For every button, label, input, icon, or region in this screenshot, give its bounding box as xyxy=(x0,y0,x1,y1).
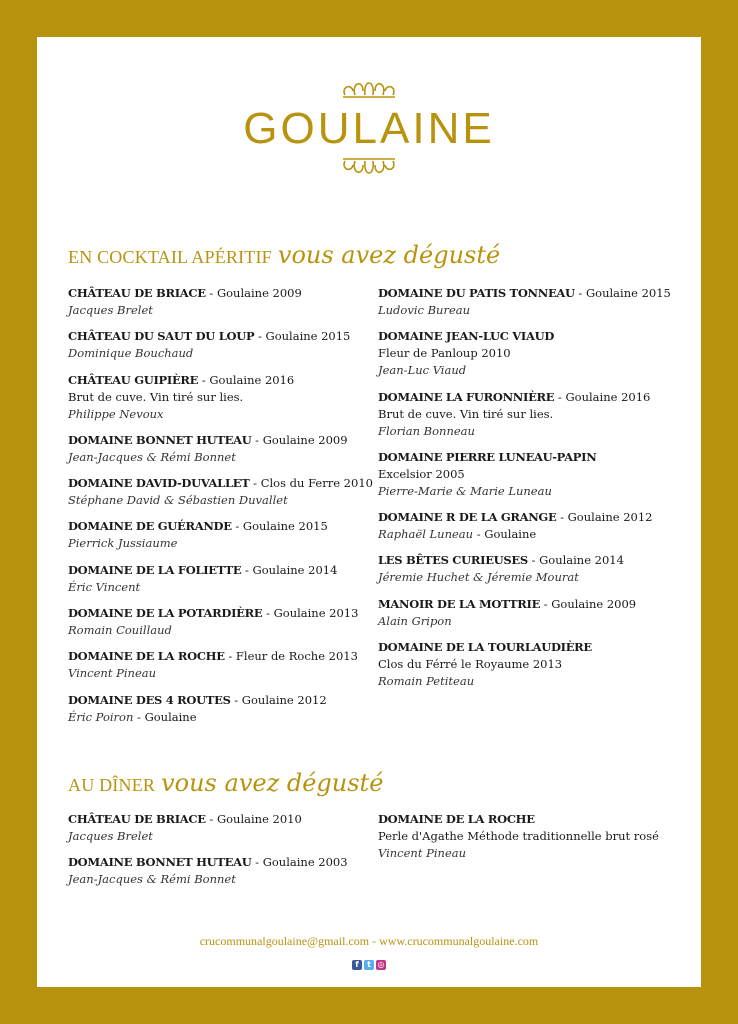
wine-note: Excelsior 2005 xyxy=(378,466,465,481)
wine-name: Goulaine 2013 xyxy=(273,606,359,621)
wine-name: Goulaine 2009 xyxy=(262,432,348,447)
wine-name: Goulaine 2010 xyxy=(216,812,302,826)
entry-person-line xyxy=(68,622,368,639)
separator: - xyxy=(224,649,236,664)
producer-name: DOMAINE DU PATIS TONNEAU xyxy=(378,286,575,300)
diner-right-column xyxy=(378,811,678,871)
separator: - xyxy=(230,692,242,707)
wine-entry xyxy=(68,562,368,596)
wine-entry xyxy=(68,475,373,509)
wine-entry xyxy=(68,518,368,552)
entry-title-line xyxy=(68,372,368,389)
wine-entry xyxy=(378,328,678,379)
wine-entry xyxy=(378,552,678,586)
entry-title-line xyxy=(68,562,368,579)
diner-left-column xyxy=(68,811,368,898)
winemaker-suffix: - Goulaine xyxy=(133,709,197,724)
entry-person-line xyxy=(378,845,678,862)
producer-name: DOMAINE PIERRE LUNEAU-PAPIN xyxy=(378,449,597,464)
wine-entry xyxy=(68,811,368,845)
instagram-icon[interactable]: ◎ xyxy=(377,959,385,969)
producer-name: DOMAINE DE GUÉRANDE xyxy=(68,519,232,534)
wine-entry xyxy=(68,372,368,423)
winemaker-name: Florian Bonneau xyxy=(378,423,475,438)
separator: - xyxy=(262,606,274,621)
wine-entry xyxy=(68,605,368,639)
wine-name: Goulaine 2015 xyxy=(242,519,328,534)
separator: - xyxy=(254,329,266,344)
separator: - xyxy=(251,432,263,447)
winemaker-name: Jean-Jacques & Rémi Bonnet xyxy=(68,449,236,464)
cocktail-title-script: vous avez dégusté xyxy=(277,241,501,269)
social-icons xyxy=(37,954,701,973)
wine-name: Goulaine 2003 xyxy=(262,855,348,870)
producer-name: DOMAINE DE LA TOURLAUDIÈRE xyxy=(378,640,592,655)
winemaker-suffix: - Goulaine xyxy=(473,527,537,542)
entry-title-line xyxy=(68,605,368,622)
separator: - xyxy=(540,596,552,611)
entry-person-line xyxy=(68,302,368,319)
winemaker-name: Romain Petiteau xyxy=(378,674,475,689)
producer-name: DOMAINE DE LA POTARDIÈRE xyxy=(68,606,263,621)
producer-name: DOMAINE BONNET HUTEAU xyxy=(68,432,252,447)
wine-entry xyxy=(378,811,678,862)
wine-entry xyxy=(68,285,368,319)
separator: - xyxy=(574,286,586,300)
wine-note: Fleur de Panloup 2010 xyxy=(378,346,511,361)
producer-name: CHÂTEAU DU SAUT DU LOUP xyxy=(68,329,255,344)
producer-name: LES BÊTES CURIEUSES xyxy=(378,553,528,568)
separator: - xyxy=(527,553,540,568)
wine-note: Brut de cuve. Vin tiré sur lies. xyxy=(378,406,554,421)
diner-section-title xyxy=(68,769,383,797)
entry-person-line xyxy=(378,483,678,500)
entry-person-line xyxy=(68,709,368,726)
winemaker-name: Raphaël Luneau xyxy=(378,527,474,542)
wine-name: Goulaine 2014 xyxy=(539,553,624,568)
winemaker-name: Jacques Brelet xyxy=(68,303,153,317)
entry-person-line xyxy=(378,526,678,543)
wine-name: Goulaine 2012 xyxy=(241,692,327,707)
entry-person-line xyxy=(68,492,368,509)
brand-name: GOULAINE xyxy=(243,104,495,153)
wine-entry xyxy=(68,328,368,362)
winemaker-name: Pierre-Marie & Marie Luneau xyxy=(378,483,552,498)
entry-title-line xyxy=(378,328,678,345)
entry-title-line xyxy=(68,518,368,535)
footer-contact[interactable]: crucommunalgoulaine@gmail.com - www.crucommunalgoulaine.com xyxy=(199,934,539,948)
winemaker-name: Éric Vincent xyxy=(68,579,141,594)
producer-name: CHÂTEAU GUIPIÈRE xyxy=(68,372,199,387)
winemaker-name: Dominique Bouchaud xyxy=(68,346,194,361)
entry-person-line xyxy=(378,302,678,319)
separator: - xyxy=(556,510,568,525)
separator: - xyxy=(231,519,243,534)
cocktail-title-caps: EN COCKTAIL APÉRITIF xyxy=(68,247,272,267)
wine-entry xyxy=(378,509,678,543)
entry-person-line xyxy=(68,871,368,888)
entry-title-line xyxy=(378,509,678,526)
wine-entry xyxy=(378,389,678,440)
entry-person-line xyxy=(378,613,678,630)
diner-title-script: vous avez dégusté xyxy=(161,769,384,797)
entry-title-line xyxy=(378,285,678,302)
producer-name: DOMAINE DE LA FOLIETTE xyxy=(68,562,242,577)
wine-name: Goulaine 2015 xyxy=(265,329,351,344)
entry-title-line xyxy=(378,552,678,569)
wine-entry xyxy=(68,854,368,888)
wine-entry xyxy=(378,449,678,500)
entry-title-line xyxy=(378,449,678,466)
page xyxy=(37,37,701,987)
producer-name: DOMAINE DE LA ROCHE xyxy=(378,812,535,826)
wine-note: Clos du Férré le Royaume 2013 xyxy=(378,657,563,672)
separator: - xyxy=(241,562,253,577)
entry-person-line xyxy=(378,673,678,690)
producer-name: DOMAINE BONNET HUTEAU xyxy=(68,855,252,870)
brand-logo xyxy=(37,77,701,179)
producer-name: MANOIR DE LA MOTTRIE xyxy=(378,596,541,611)
producer-name: DOMAINE R DE LA GRANGE xyxy=(378,510,557,525)
winemaker-name: Jéremie Huchet & Jéremie Mourat xyxy=(378,570,579,585)
entry-person-line xyxy=(378,423,678,440)
diner-title-caps: AU DÎNER xyxy=(68,775,156,795)
winemaker-name: Vincent Pineau xyxy=(378,846,467,860)
entry-title-line xyxy=(68,648,368,665)
producer-name: DOMAINE DAVID-DUVALLET xyxy=(68,476,250,491)
entry-person-line xyxy=(68,449,368,466)
winemaker-name: Éric Poiron xyxy=(68,709,134,724)
entry-person-line xyxy=(378,569,678,586)
winemaker-name: Jean-Jacques & Rémi Bonnet xyxy=(68,872,236,887)
winemaker-name: Stéphane David & Sébastien Duvallet xyxy=(68,493,288,508)
wine-name: Goulaine 2015 xyxy=(585,286,671,300)
entry-title-line xyxy=(68,432,368,449)
cocktail-section-title xyxy=(68,241,500,269)
separator: - xyxy=(251,855,263,870)
winemaker-name: Romain Couillaud xyxy=(68,623,172,638)
separator: - xyxy=(205,286,217,300)
entry-title-line xyxy=(378,596,678,613)
entry-person-line xyxy=(68,406,368,423)
wine-name: Goulaine 2016 xyxy=(565,389,651,404)
producer-name: DOMAINE DE LA ROCHE xyxy=(68,649,225,664)
entry-title-line xyxy=(378,639,678,656)
wine-entry xyxy=(68,432,368,466)
producer-name: DOMAINE JEAN-LUC VIAUD xyxy=(378,329,554,344)
separator: - xyxy=(205,812,217,826)
wine-note: Perle d'Agathe Méthode traditionnelle brut rosé xyxy=(378,829,659,843)
producer-name: DOMAINE LA FURONNIÈRE xyxy=(378,389,555,404)
winemaker-name: Alain Gripon xyxy=(378,613,452,628)
entry-person-line xyxy=(68,345,368,362)
wine-entry xyxy=(378,285,678,319)
wine-name: Goulaine 2016 xyxy=(209,372,295,387)
wine-name: Goulaine 2009 xyxy=(551,596,637,611)
top-flourish-icon xyxy=(339,77,399,99)
wine-note: Brut de cuve. Vin tiré sur lies. xyxy=(68,389,244,404)
entry-person-line xyxy=(68,828,368,845)
winemaker-name: Jean-Luc Viaud xyxy=(378,363,467,378)
entry-person-line xyxy=(68,579,368,596)
winemaker-name: Ludovic Bureau xyxy=(378,303,471,317)
winemaker-name: Jacques Brelet xyxy=(68,829,153,843)
twitter-icon[interactable]: t xyxy=(364,960,374,970)
separator: - xyxy=(249,476,261,491)
entry-person-line xyxy=(68,535,368,552)
facebook-icon[interactable]: f xyxy=(352,960,362,970)
entry-title-line xyxy=(68,285,368,302)
bottom-flourish-icon xyxy=(339,157,399,179)
wine-name: Clos du Ferre 2010 xyxy=(260,476,373,491)
separator: - xyxy=(554,389,566,404)
wine-entry xyxy=(378,596,678,630)
wine-name: Goulaine 2012 xyxy=(567,510,653,525)
producer-name: DOMAINE DES 4 ROUTES xyxy=(68,692,231,707)
entry-title-line xyxy=(68,811,368,828)
wine-name: Goulaine 2009 xyxy=(216,286,302,300)
cocktail-right-column xyxy=(378,285,678,699)
wine-name: Fleur de Roche 2013 xyxy=(235,649,358,664)
winemaker-name: Pierrick Jussiaume xyxy=(68,536,178,551)
entry-title-line xyxy=(68,854,368,871)
winemaker-name: Vincent Pineau xyxy=(68,666,157,681)
wine-entry xyxy=(68,692,368,726)
separator: - xyxy=(198,372,210,387)
entry-title-line xyxy=(68,328,368,345)
producer-name: CHÂTEAU DE BRIACE xyxy=(68,286,206,300)
entry-person-line xyxy=(378,362,678,379)
entry-title-line xyxy=(68,475,373,492)
wine-name: Goulaine 2014 xyxy=(252,562,338,577)
winemaker-name: Philippe Nevoux xyxy=(68,406,164,421)
entry-person-line xyxy=(68,665,368,682)
producer-name: CHÂTEAU DE BRIACE xyxy=(68,812,206,826)
entry-title-line xyxy=(378,389,678,406)
wine-entry xyxy=(378,639,678,690)
entry-title-line xyxy=(68,692,368,709)
cocktail-left-column xyxy=(68,285,373,735)
wine-entry xyxy=(68,648,368,682)
entry-title-line xyxy=(378,811,678,828)
